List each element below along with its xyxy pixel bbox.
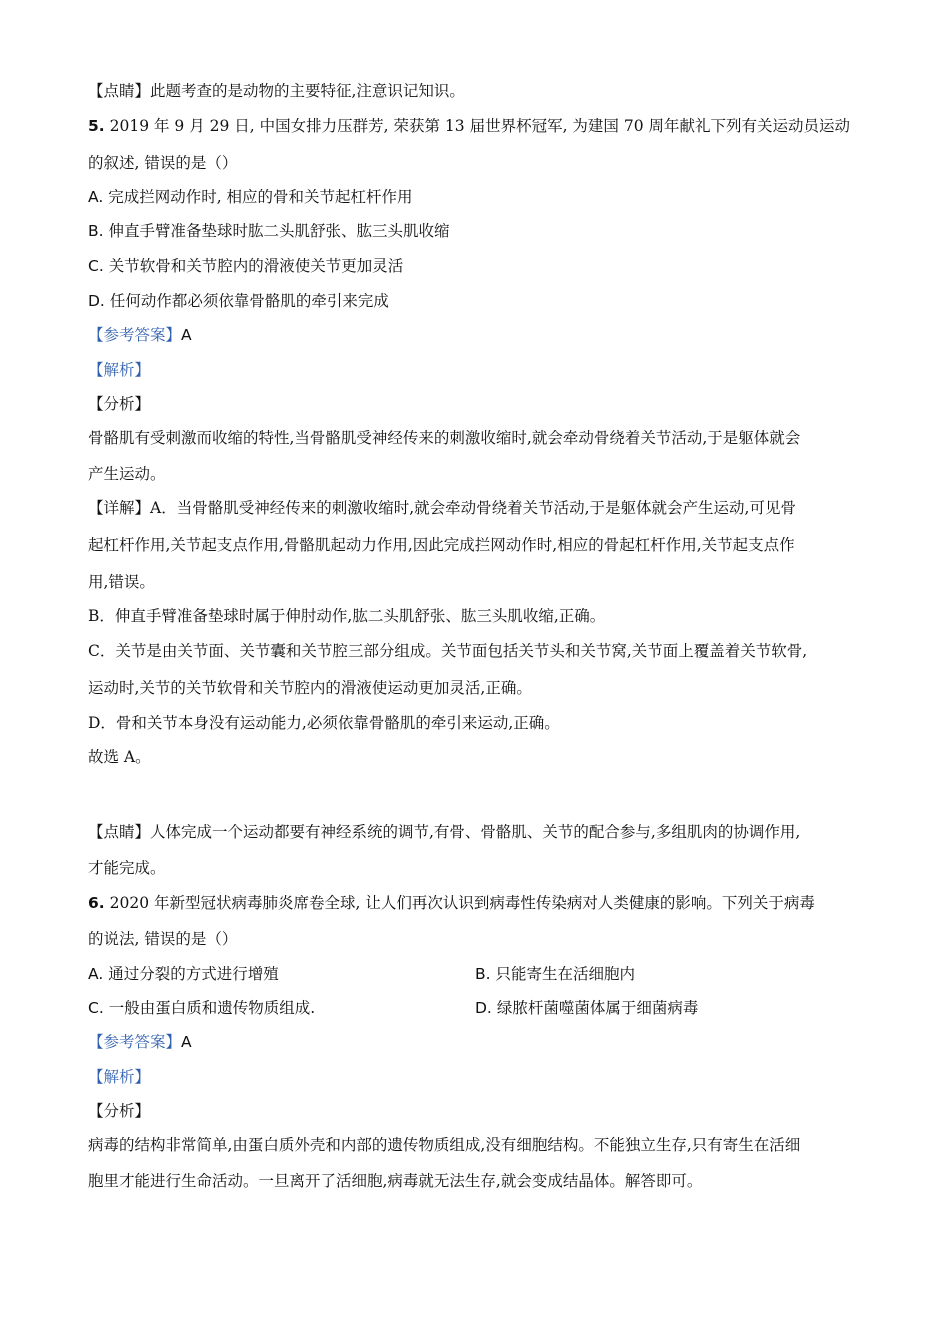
q5-xiangjie-line: 起杠杆作用,关节起支点作用,骨骼肌起动力作用,因此完成拦网动作时,相应的骨起杠杆作用,关节起支点作 (88, 536, 795, 554)
q6-option-c: C. 一般由蛋白质和遗传物质组成. (88, 999, 316, 1017)
q6-options-row-1 (88, 963, 878, 985)
q6-options-row-2 (88, 997, 878, 1019)
q5-xiangjie-line: 故选 A。 (88, 748, 151, 766)
q5-dianjing-line: 【点睛】人体完成一个运动都要有神经系统的调节,有骨、骨骼肌、关节的配合参与,多组肌肉的协调作用, (88, 823, 801, 841)
q5-option-d: D. 任何动作都必须依靠骨骼肌的牵引来完成 (88, 292, 389, 310)
q6-fenxi-label: 【分析】 (88, 1102, 151, 1120)
q5-xiangjie-line: C．关节是由关节面、关节囊和关节腔三部分组成。关节面包括关节头和关节窝,关节面上覆盖着关节软骨, (88, 642, 808, 660)
q5-xiangjie-line: 用,错误。 (88, 573, 155, 591)
q6-number: 6. (88, 894, 105, 912)
q5-xiangjie-line: B．伸直手臂准备垫球时属于伸肘动作,肱二头肌舒张、肱三头肌收缩,正确。 (88, 607, 606, 625)
q6-fenxi-line: 胞里才能进行生命活动。一旦离开了活细胞,病毒就无法生存,就会变成结晶体。解答即可。 (88, 1172, 703, 1190)
q5-stem-line-2: 的叙述, 错误的是（） (88, 154, 238, 172)
q5-xiangjie-line: 【详解】A．当骨骼肌受神经传来的刺激收缩时,就会牵动骨绕着关节活动,于是躯体就会产生运动,可见骨 (88, 499, 796, 517)
q6-stem-text-1: 2020 年新型冠状病毒肺炎席卷全球, 让人们再次认识到病毒性传染病对人类健康的影响。下列关于病毒 (109, 894, 815, 912)
q6-fenxi-line: 病毒的结构非常简单,由蛋白质外壳和内部的遗传物质组成,没有细胞结构。不能独立生存,只有寄生在活细 (88, 1136, 801, 1154)
q5-option-a: A. 完成拦网动作时, 相应的骨和关节起杠杆作用 (88, 188, 413, 206)
q6-option-b: B. 只能寄生在活细胞内 (475, 965, 636, 983)
q5-number: 5. (88, 117, 105, 135)
q6-stem-line-2: 的说法, 错误的是（） (88, 930, 238, 948)
q5-jiexi-label: 【解析】 (88, 361, 151, 379)
prev-dianjing: 【点睛】此题考查的是动物的主要特征,注意识记知识。 (88, 82, 465, 100)
q5-dianjing-line: 才能完成。 (88, 859, 166, 877)
q6-option-d: D. 绿脓杆菌噬菌体属于细菌病毒 (475, 999, 699, 1017)
q5-fenxi-line: 骨骼肌有受刺激而收缩的特性,当骨骼肌受神经传来的刺激收缩时,就会牵动骨绕着关节活动,于是躯体就会 (88, 429, 801, 447)
q5-xiangjie-line: D．骨和关节本身没有运动能力,必须依靠骨骼肌的牵引来运动,正确。 (88, 714, 560, 732)
q6-answer (88, 1031, 878, 1053)
q5-option-b: B. 伸直手臂准备垫球时肱二头肌舒张、肱三头肌收缩 (88, 222, 450, 240)
q5-fenxi-label: 【分析】 (88, 395, 151, 413)
q5-answer-value: A (181, 326, 192, 344)
q6-answer-label: 【参考答案】 (88, 1033, 182, 1051)
q5-xiangjie-line: 运动时,关节的关节软骨和关节腔内的滑液使运动更加灵活,正确。 (88, 679, 532, 697)
q5-answer (88, 324, 878, 346)
q5-stem-text-1: 2019 年 9 月 29 日, 中国女排力压群芳, 荣获第 13 届世界杯冠军, 为建国 70 周年献礼下列有关运动员运动 (109, 117, 851, 135)
q5-stem-line-1 (88, 115, 878, 137)
q5-option-c: C. 关节软骨和关节腔内的滑液使关节更加灵活 (88, 257, 404, 275)
q5-fenxi-line: 产生运动。 (88, 465, 166, 483)
q6-jiexi-label: 【解析】 (88, 1068, 151, 1086)
q6-option-a: A. 通过分裂的方式进行增殖 (88, 965, 279, 983)
q6-answer-value: A (181, 1033, 192, 1051)
q5-answer-label: 【参考答案】 (88, 326, 182, 344)
q6-stem-line-1 (88, 892, 878, 914)
